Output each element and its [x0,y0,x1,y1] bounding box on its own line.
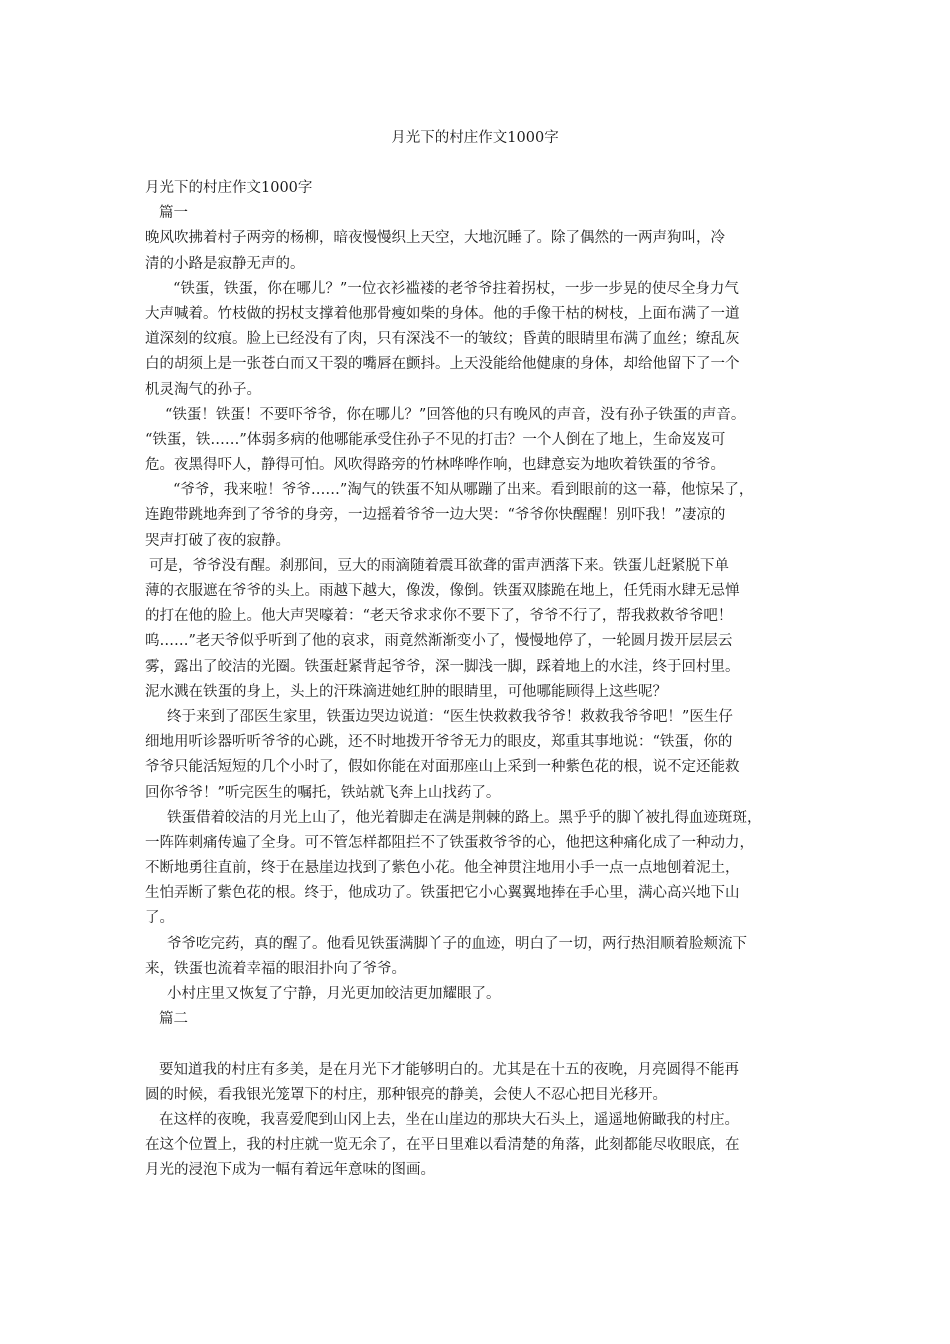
text-line: 大声喊着。竹枝做的拐杖支撑着他那骨瘦如柴的身体。他的手像干枯的树枝，上面布满了一道 [145,305,740,322]
text-line: 呜……”老天爷似乎听到了他的哀求，雨竟然渐渐变小了，慢慢地停了，一轮圆月拨开层层云 [145,633,733,650]
text-line: 爷爷只能活短短的几个小时了，假如你能在对面那座山上采到一种紫色花的根，说不定还能救 [145,759,740,776]
text-line: “铁蛋，铁……”体弱多病的他哪能承受住孙子不见的打击？一个人倒在了地上，生命岌岌可 [145,431,726,448]
text-line: 可是，爷爷没有醒。刹那间，豆大的雨滴随着震耳欲聋的雷声洒落下来。铁蛋儿赶紧脱下单 [149,557,729,574]
text-line: 雾，露出了皎洁的光圈。铁蛋赶紧背起爷爷，深一脚浅一脚，踩着地上的水洼，终于回村里。 [145,658,740,675]
text-line: 晚风吹拂着村子两旁的杨柳，暗夜慢慢织上天空，大地沉睡了。除了偶然的一两声狗叫，冷 [145,230,725,247]
text-line: 一阵阵刺痛传遍了全身。可不管怎样都阻拦不了铁蛋救爷爷的心，他把这种痛化成了一种动力， [145,834,754,851]
document-body [145,176,810,1184]
text-line: 要知道我的村庄有多美，是在月光下才能够明白的。尤其是在十五的夜晚，月亮圆得不能再 [159,1061,739,1078]
text-line: 来，铁蛋也流着幸福的眼泪扑向了爷爷。 [145,960,406,977]
text-line: 铁蛋借着皎洁的月光上山了，他光着脚走在满是荆棘的路上。黑乎乎的脚丫被扎得血迹斑斑， [167,809,762,826]
document-title: 月光下的村庄作文1000字 [391,130,559,146]
text-line [145,1032,810,1057]
text-line: 了。 [145,910,174,927]
text-line: 在这个位置上，我的村庄就一览无余了，在平日里难以看清楚的角落，此刻都能尽收眼底，在 [145,1137,740,1154]
text-line: 连跑带跳地奔到了爷爷的身旁，一边摇着爷爷一边大哭：“爷爷你快醒醒！别吓我！”凄凉的 [145,507,726,524]
section-heading: 篇一 [159,205,188,222]
text-line: 爷爷吃完药，真的醒了。他看见铁蛋满脚丫子的血迹，明白了一切，两行热泪顺着脸颊流下 [167,935,747,952]
text-line: 在这样的夜晚，我喜爱爬到山冈上去，坐在山崖边的那块大石头上，遥遥地俯瞰我的村庄。 [159,1111,739,1128]
text-line: “爷爷，我来啦！爷爷……”淘气的铁蛋不知从哪蹦了出来。看到眼前的这一幕，他惊呆了， [173,482,754,499]
document-subtitle: 月光下的村庄作文1000字 [145,180,313,196]
text-line: 泥水溅在铁蛋的身上，头上的汗珠滴进她红肿的眼睛里，可他哪能顾得上这些呢？ [145,683,667,700]
text-line: 的打在他的脸上。他大声哭嚎着：“老天爷求求你不要下了，爷爷不行了，帮我救救爷爷吧！ [145,608,733,625]
text-line: 白的胡须上是一张苍白而又干裂的嘴唇在颤抖。上天没能给他健康的身体，却给他留下了一个 [145,356,740,373]
text-line: 细地用听诊器听听爷爷的心跳，还不时地拨开爷爷无力的眼皮，郑重其事地说：“铁蛋，你的 [145,734,733,751]
text-line: 圆的时候，看我银光笼罩下的村庄，那种银亮的静美，会使人不忍心把目光移开。 [145,1086,667,1103]
text-line: 生怕弄断了紫色花的根。终于，他成功了。铁蛋把它小心翼翼地捧在手心里，满心高兴地下山 [145,885,740,902]
text-line: “铁蛋！铁蛋！不要吓爷爷，你在哪儿？”回答他的只有晚风的声音，没有孙子铁蛋的声音。 [165,406,746,423]
text-line: 终于来到了邵医生家里，铁蛋边哭边说道：“医生快救救我爷爷！救救我爷爷吧！”医生仔 [167,708,733,725]
section-heading: 篇二 [159,1011,188,1028]
text-line: 薄的衣服遮在爷爷的头上。雨越下越大，像泼，像倒。铁蛋双膝跪在地上，任凭雨水肆无忌惮 [145,583,740,599]
text-line: “铁蛋，铁蛋，你在哪儿？”一位衣衫褴褛的老爷爷拄着拐杖，一步一步晃的使尽全身力气 [173,280,739,297]
text-line: 机灵淘气的孙子。 [145,381,261,398]
text-line: 小村庄里又恢复了宁静，月光更加皎洁更加耀眼了。 [167,986,501,1002]
text-line: 危。夜黑得吓人，静得可怕。风吹得路旁的竹林哗哗作响，也肆意妄为地吹着铁蛋的爷爷。 [145,457,725,474]
text-line: 月光的浸泡下成为一幅有着远年意味的图画。 [145,1162,435,1179]
text-line: 哭声打破了夜的寂静。 [145,532,290,549]
text-line: 道深刻的纹痕。脸上已经没有了肉，只有深浅不一的皱纹；昏黄的眼睛里布满了血丝；缭乱灰 [145,331,740,348]
text-line: 回你爷爷！”听完医生的嘱托，铁站就飞奔上山找药了。 [145,784,501,801]
text-line: 清的小路是寂静无声的。 [145,255,305,272]
text-line: 不断地勇往直前，终于在悬崖边找到了紫色小花。他全神贯注地用小手一点一点地刨着泥土， [145,860,740,877]
